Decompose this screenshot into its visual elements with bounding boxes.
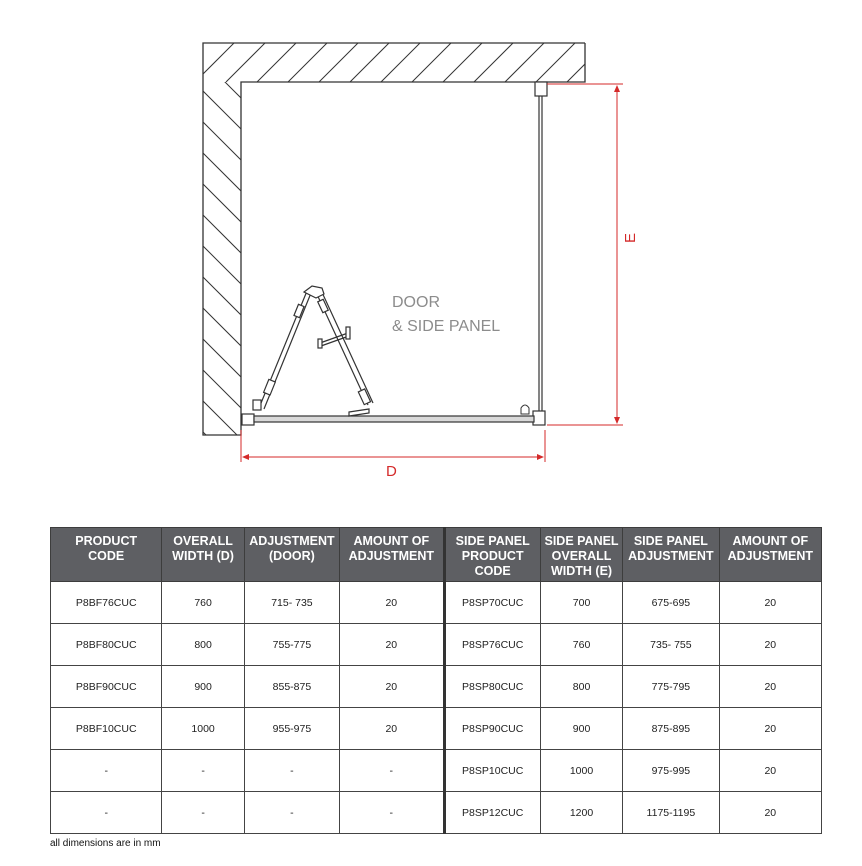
hatch-line <box>381 43 420 82</box>
table-cell: - <box>162 750 244 792</box>
hatch-line <box>203 401 241 439</box>
hatch-line <box>474 43 513 82</box>
table-cell: P8SP12CUC <box>444 792 540 834</box>
column-header-line: SIDE PANEL <box>544 534 619 548</box>
hatch-line <box>203 91 241 129</box>
table-cell: - <box>162 792 244 834</box>
column-header <box>51 528 162 582</box>
column-header-line: SIDE PANEL <box>633 534 708 548</box>
hatch-line <box>203 122 241 160</box>
wall-outline <box>203 43 585 435</box>
hatch-line <box>203 246 241 284</box>
hatch-line <box>203 184 241 222</box>
hatch-line <box>203 60 241 98</box>
table-cell: 20 <box>719 750 821 792</box>
table-cell: 20 <box>340 582 444 624</box>
hatch-line <box>164 43 203 82</box>
column-header-line: ADJUSTMENT <box>348 549 434 563</box>
table-cell: - <box>340 750 444 792</box>
table-cell: 900 <box>162 666 244 708</box>
table-cell: - <box>51 750 162 792</box>
hatch-line <box>443 43 482 82</box>
column-header <box>444 528 540 582</box>
table-row <box>51 750 822 792</box>
hatch-line <box>536 43 575 82</box>
column-header-line: OVERALL <box>173 534 233 548</box>
table-cell: 800 <box>540 666 622 708</box>
table-cell: 1175-1195 <box>623 792 719 834</box>
hatch-line <box>203 432 241 470</box>
column-header-line: ADJUSTMENT <box>628 549 714 563</box>
table-cell: 900 <box>540 708 622 750</box>
dimension-d <box>241 430 545 462</box>
hatch-line <box>319 43 358 82</box>
door-track <box>242 414 534 425</box>
column-header-line: AMOUNT OF <box>353 534 430 548</box>
column-header-line: AMOUNT OF <box>732 534 809 548</box>
hatch-line <box>203 277 241 315</box>
hatch-line <box>203 215 241 253</box>
panel-label-line2: & SIDE PANEL <box>392 318 501 335</box>
table-cell: 20 <box>719 582 821 624</box>
bifold-door <box>253 286 373 416</box>
table-cell: 20 <box>340 624 444 666</box>
product-spec-table <box>50 527 822 834</box>
column-header <box>340 528 444 582</box>
hatch-line <box>195 43 234 82</box>
table-row <box>51 582 822 624</box>
table-cell: 715- 735 <box>244 582 339 624</box>
column-header-line: PRODUCT <box>461 549 524 563</box>
hatch-line <box>288 43 327 82</box>
dimension-d-label: D <box>386 463 397 480</box>
table-cell: 20 <box>340 666 444 708</box>
hatch-line <box>598 43 637 82</box>
table-cell: - <box>244 750 339 792</box>
table-cell: - <box>244 792 339 834</box>
table-cell: 775-795 <box>623 666 719 708</box>
table-cell: 20 <box>719 624 821 666</box>
column-header-line: ADJUSTMENT <box>727 549 813 563</box>
column-header-line: CODE <box>88 549 125 563</box>
table-cell: 20 <box>719 708 821 750</box>
table-cell: 975-995 <box>623 750 719 792</box>
table-cell: 1000 <box>162 708 244 750</box>
column-header-line: SIDE PANEL <box>455 534 530 548</box>
table-cell: - <box>51 792 162 834</box>
table-cell: 1000 <box>540 750 622 792</box>
panel-label-line1: DOOR <box>392 294 440 311</box>
table-cell: 955-975 <box>244 708 339 750</box>
table-cell: 700 <box>540 582 622 624</box>
table-cell: P8BF80CUC <box>51 624 162 666</box>
hatch-line <box>203 370 241 408</box>
dimension-e <box>547 84 623 425</box>
table-row <box>51 792 822 834</box>
hatch-line <box>203 308 241 346</box>
column-header-line: OVERALL <box>551 549 612 563</box>
table-row <box>51 708 822 750</box>
hatch-line <box>257 43 296 82</box>
table-cell: 20 <box>719 792 821 834</box>
column-header <box>162 528 244 582</box>
table-cell: P8SP80CUC <box>444 666 540 708</box>
table-cell: P8BF76CUC <box>51 582 162 624</box>
table-row <box>51 624 822 666</box>
table-cell: 675-695 <box>623 582 719 624</box>
hatch-line <box>505 43 544 82</box>
table-cell: 20 <box>719 666 821 708</box>
table-cell: P8BF10CUC <box>51 708 162 750</box>
table-cell: P8SP90CUC <box>444 708 540 750</box>
table-cell: 755-775 <box>244 624 339 666</box>
column-header <box>623 528 719 582</box>
hatch-line <box>412 43 451 82</box>
column-header-line: WIDTH (D) <box>172 549 234 563</box>
hatch-line <box>567 43 606 82</box>
table-cell: 855-875 <box>244 666 339 708</box>
table-cell: P8SP10CUC <box>444 750 540 792</box>
column-header-line: ADJUSTMENT <box>249 534 335 548</box>
hatch-line <box>350 43 389 82</box>
column-header <box>244 528 339 582</box>
dimension-e-label: E <box>622 232 639 243</box>
table-cell: 875-895 <box>623 708 719 750</box>
column-header-line: PRODUCT <box>75 534 138 548</box>
table-cell: P8SP76CUC <box>444 624 540 666</box>
hatch-line <box>203 463 241 500</box>
hatch-line <box>226 43 265 82</box>
column-header-line: WIDTH (E) <box>550 564 613 578</box>
table-cell: - <box>340 792 444 834</box>
column-header-line: CODE <box>474 564 511 578</box>
table-cell: 1200 <box>540 792 622 834</box>
table-row <box>51 666 822 708</box>
table-cell: P8BF90CUC <box>51 666 162 708</box>
table-cell: P8SP70CUC <box>444 582 540 624</box>
table-cell: 760 <box>540 624 622 666</box>
hatch-line <box>203 153 241 191</box>
column-header <box>540 528 622 582</box>
units-footnote: all dimensions are in mm <box>50 838 161 849</box>
wall-hatching <box>164 43 637 500</box>
column-header-line: (DOOR) <box>269 549 315 563</box>
table-cell: 760 <box>162 582 244 624</box>
table-cell: 735- 755 <box>623 624 719 666</box>
hatch-line <box>203 339 241 377</box>
table-header-row <box>51 528 822 582</box>
table-cell: 800 <box>162 624 244 666</box>
table-cell: 20 <box>340 708 444 750</box>
column-header <box>719 528 821 582</box>
side-panel <box>521 82 547 425</box>
